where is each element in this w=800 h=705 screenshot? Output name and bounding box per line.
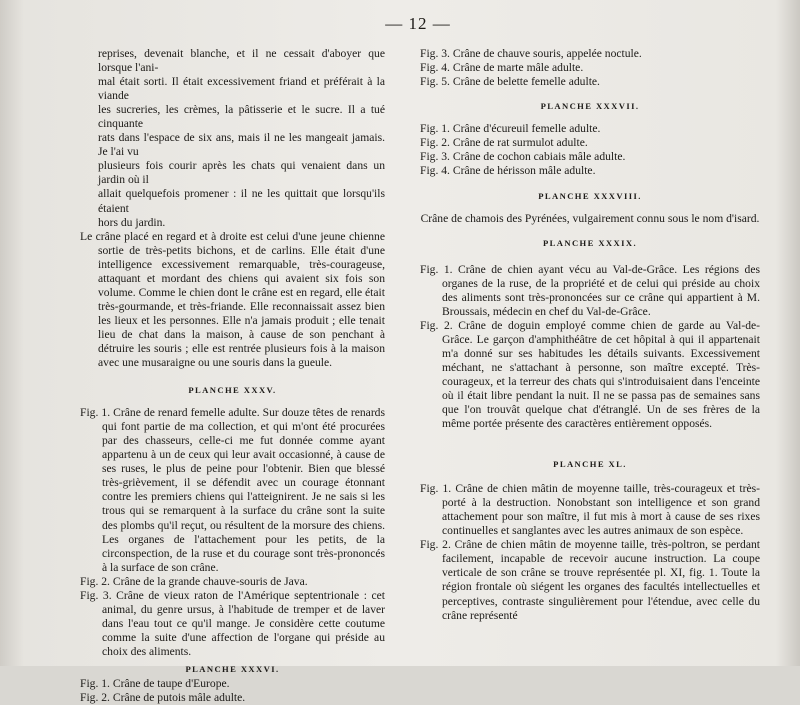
planche-xxxv-fig1: Fig. 1. Crâne de renard femelle adulte. Sur douze têtes de renards qui font partie de ma collection, et qui m'ont été procurées par des chasseurs, celle-ci me fut donnée comme ayant appartenu à un de ceux qui leur avait occasionné, à cause de ses ruses, le plus de peine pour l'obtenir. Bien que blessé très-grièvement, il se défendit avec un courage étonnant contre les premiers chiens qui l'atteignirent. Je ne sais si les trous qui se remarquent à la surface du crâne sont la suite des plombs qu'il reçut, ou résultent de la morsure des chiens. Les organes de l'attachement pour les petits, de la circonspection, de la ruse et du courage sont très-prononcés à la surface de son crâne. xyxy=(80,406,385,574)
planche-xl-fig1: Fig. 1. Crâne de chien mâtin de moyenne taille, très-courageux et très-porté à la destruction. Nonobstant son intelligence et son grand attachement pour son maître, il fut mis à mort à cause de ses rixes continuelles et sanglantes avec les autres animaux de son espèce. xyxy=(420,482,760,538)
right-column xyxy=(420,47,760,623)
planche-xxxvii-heading: PLANCHE XXXVII. xyxy=(540,101,640,112)
intro-paragraph xyxy=(80,47,385,230)
text-line: plusieurs fois courir après les chats qui venaient dans un jardin où il xyxy=(98,159,385,187)
fig-line: Fig. 3. Crâne de chauve souris, appelée noctule. xyxy=(420,47,642,60)
bichon-paragraph: Le crâne placé en regard et à droite est celui d'une jeune chienne sortie de très-petits bichons, et de carlins. Elle était d'une intelligence excessivement remarquable, très-courageuse, attaquant et mordant des chiens qui avaient six fois son volume. Comme le chien dont le crâne est en regard, elle était très-gourmande, et très-friande. Elle reconnaissait assez bien les lieux et les personnes. Elle n'a jamais produit ; elle tenait lieu de chat dans la maison, à cause de son penchant à détruire les souris ; elle est rentrée plusieurs fois à la maison avec une musaraigne ou une souris dans la gueule. xyxy=(80,229,385,370)
fig-line: Fig. 2. Crâne de rat surmulot adulte. xyxy=(420,136,588,150)
fig-line: Fig. 1. Crâne d'écureuil femelle adulte. xyxy=(420,122,601,136)
planche-xxxv-fig3: Fig. 3. Crâne de vieux raton de l'Amérique septentrionale : cet animal, du genre ursus, à l'habitude de tremper et de laver dans l'eau tout ce qu'il mange. Je considère cette coutume comme la suite d'une affection de l'organe qui préside au choix des aliments. xyxy=(80,588,385,658)
fig-line: Fig. 5. Crâne de belette femelle adulte. xyxy=(420,75,600,89)
fig-line: Fig. 4. Crâne de hérisson mâle adulte. xyxy=(420,164,596,178)
planche-xxxix-fig2: Fig. 2. Crâne de doguin employé comme chien de garde au Val-de-Grâce. Le garçon d'amphithéâtre de cet hôpital à qui il appartenait m'a donné sur ses habitudes les détails suivants. Excessivement méchant, ne s'attachant à personne, son maître excepté. Très-courageux, et la terreur des chats qui s'introduisaient dans l'enceinte où il était libre pendant la nuit. Il ne se passa pas de semaines sans que l'on trouvât quelque chat d'étranglé. Un de ses frères de la même portée présente des caractères entièrement opposés. xyxy=(420,318,760,431)
planche-xxxv-fig2: Fig. 2. Crâne de la grande chauve-souris de Java. xyxy=(80,574,308,588)
text-line: rats dans l'espace de six ans, mais il ne les mangeait jamais. Je l'ai vu xyxy=(98,131,385,159)
planche-xxxix-fig1: Fig. 1. Crâne de chien ayant vécu au Val-de-Grâce. Les régions des organes de la ruse, de la propriété et de celui qui préside au choix des aliments sont très-prononcées sur ce crâne qui appartient à M. Broussais, médecin en chef du Val-de-Grâce. xyxy=(420,262,760,318)
planche-xxxviii-heading: PLANCHE XXXVIII. xyxy=(538,191,642,202)
planche-xxxix-heading: PLANCHE XXXIX. xyxy=(542,238,638,249)
text-line: allait quelquefois promener : il ne les quittait que lorsqu'ils étaient xyxy=(98,187,385,215)
planche-xl-heading: PLANCHE XL. xyxy=(553,459,627,470)
text-line: hors du jardin. xyxy=(98,215,166,229)
planche-xxxv-heading: PLANCHE XXXV. xyxy=(188,385,277,396)
planche-xxxvi-fig2: Fig. 2. Crâne de putois mâle adulte. xyxy=(80,691,246,705)
planche-xxxviii-text: Crâne de chamois des Pyrénées, vulgairement connu sous le nom d'isard. xyxy=(420,212,760,226)
text-line: les sucreries, les crèmes, la pâtisserie et le sucre. Il a tué cinquante xyxy=(98,103,385,131)
left-column xyxy=(80,47,385,705)
planche-xxxvi-heading: PLANCHE XXXVI. xyxy=(185,663,280,674)
planche-xl-fig2: Fig. 2. Crâne de chien mâtin de moyenne taille, très-poltron, se perdant facilement, incapable de recevoir aucune instruction. La coupe verticale de son crâne se trouve représentée pl. XI, fig. 1. Toute la région frontale où siégent les organes des facultés intellectuelles et perceptives, contraste singulièrement pour l'étendue, avec celle du crâne représenté xyxy=(420,538,760,622)
planche-xxxvi-fig1: Fig. 1. Crâne de taupe d'Europe. xyxy=(80,677,230,691)
text-line: mal était sorti. Il était excessivement friand et préférait à la viande xyxy=(98,75,385,103)
fig-line: Fig. 4. Crâne de marte mâle adulte. xyxy=(420,61,584,75)
text-line: reprises, devenait blanche, et il ne cessait d'aboyer que lorsque l'ani- xyxy=(98,47,385,75)
page-number: — 12 — xyxy=(385,14,451,33)
fig-line: Fig. 3. Crâne de cochon cabiais mâle adulte. xyxy=(420,150,626,164)
